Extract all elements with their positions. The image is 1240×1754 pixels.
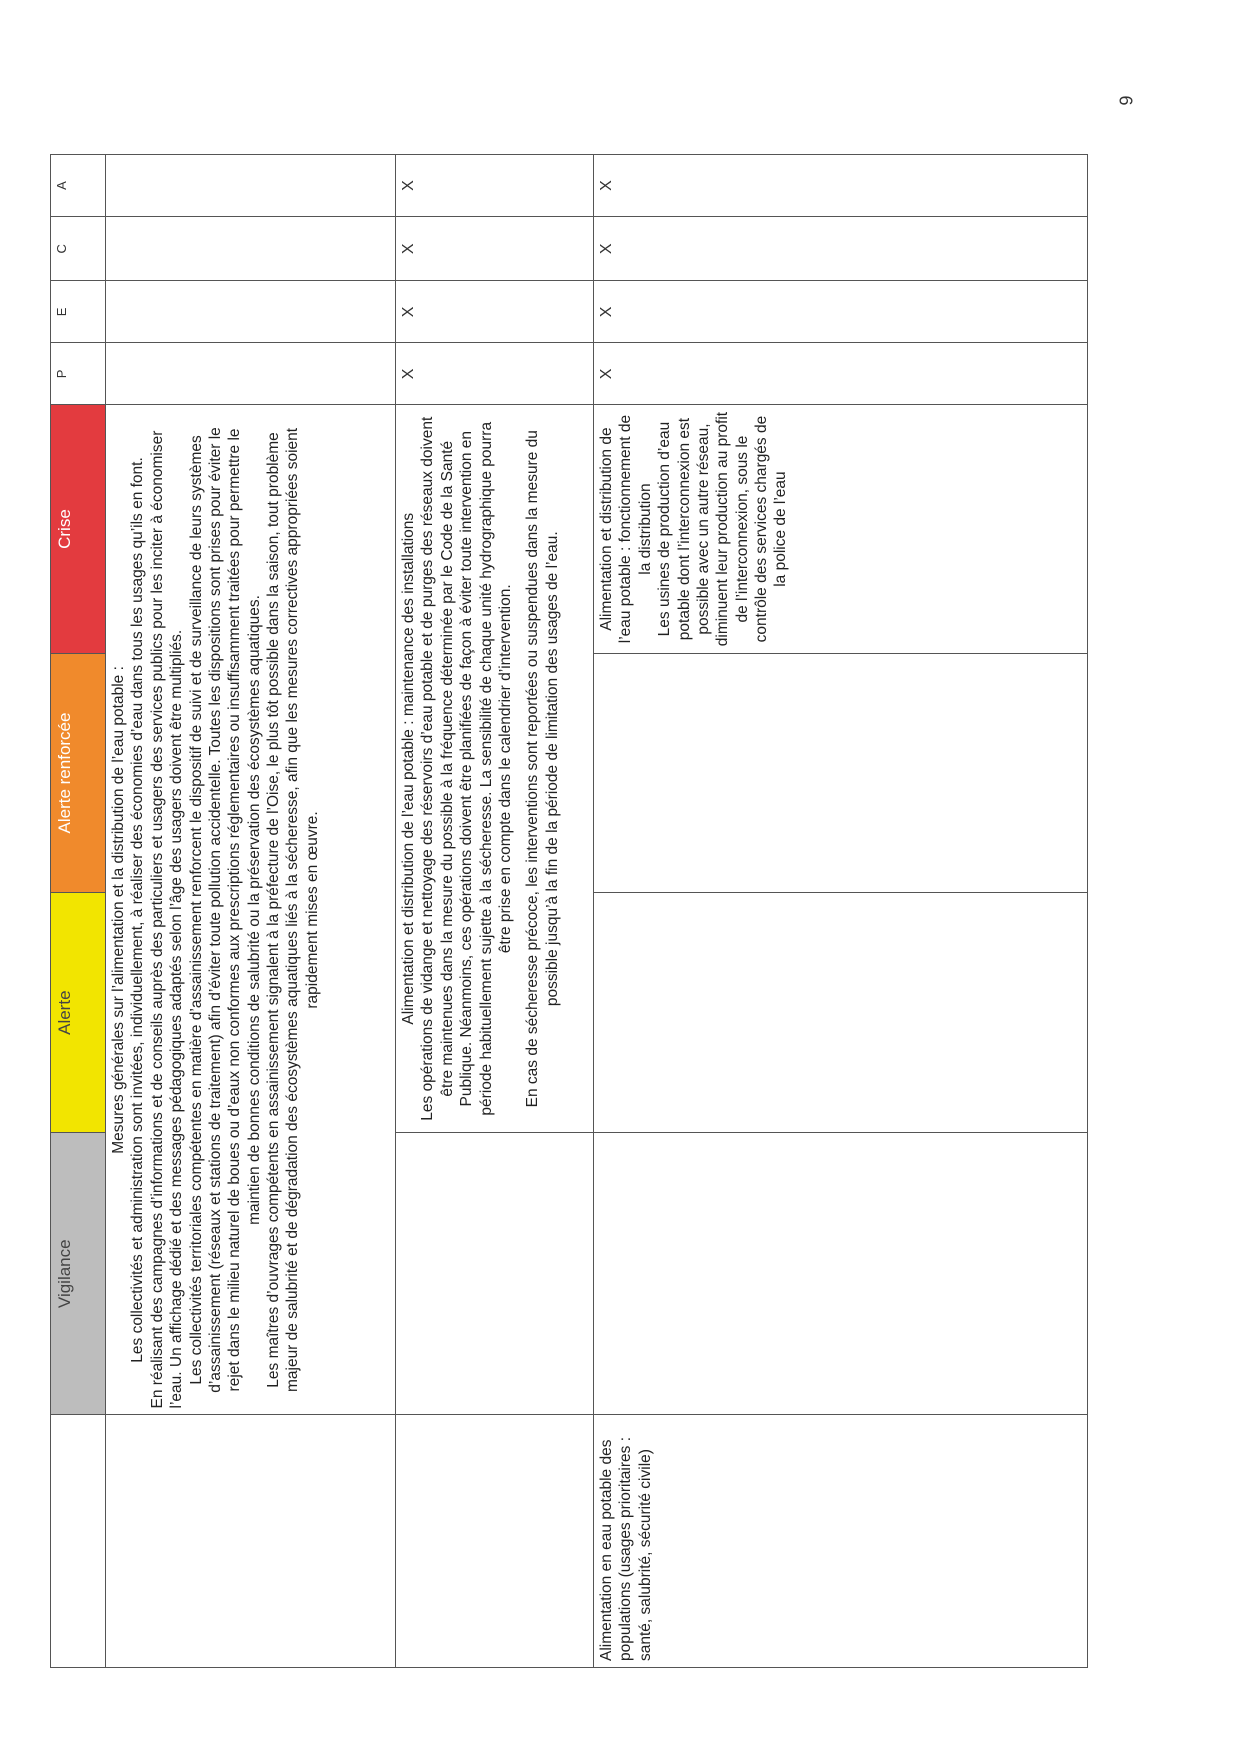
general-p-cell [106, 343, 396, 405]
row1-paragraph-2: En cas de sécheresse précoce, les interventions sont reportées ou suspendues dans la mesure du possible jusqu’à la fin de la période de limitation des usages de l’eau. [524, 430, 561, 1108]
row2-alerte-cell [594, 893, 1088, 1133]
general-paragraph-4: Les maîtres d’ouvrages compétents en assainissement signalent à la préfecture de l’Oise, le plus tôt possible dans la saison, tout problème majeur de salubrité et de dégradation des écosystèmes aquatiques liés à la sécheresse, afin que les mesures correctives appropriées soient rapidement mises en œuvre. [265, 427, 321, 1393]
table-row-alimentation [594, 155, 1088, 1668]
row2-crise-title: Alimentation et distribution de l’eau potable : fonctionnement de la distribution [598, 414, 654, 644]
header-p: P [51, 343, 106, 405]
row2-usage-cell: Alimentation en eau potable des populations (usages prioritaires : santé, salubrité, sécurité civile) [594, 1415, 1088, 1668]
page-number: 6 [1115, 95, 1136, 106]
rotated-table-wrapper [50, 154, 1088, 1668]
row1-p-mark: X [396, 343, 594, 405]
row1-e-mark: X [396, 281, 594, 343]
row2-p-mark: X [594, 343, 1088, 405]
general-usage-cell [106, 1415, 396, 1668]
table-row-general [106, 155, 396, 1668]
general-e-cell [106, 281, 396, 343]
table-row-maintenance [396, 155, 594, 1668]
row1-a-mark: X [396, 155, 594, 217]
header-alerte: Alerte [51, 893, 106, 1133]
row1-c-mark: X [396, 217, 594, 281]
row2-vigilance-cell [594, 1133, 1088, 1415]
header-blank [51, 1415, 106, 1668]
header-e: E [51, 281, 106, 343]
row2-crise-paragraph: Les usines de production d’eau potable dont l’interconnexion est possible avec un autre réseau, diminuent leur production au profit de l’interconnexion, sous le contrôle des services chargés de la police de l’eau [656, 411, 790, 647]
header-vigilance: Vigilance [51, 1133, 106, 1415]
row1-measures-cell [396, 405, 594, 1133]
row2-c-mark: X [594, 217, 1088, 281]
general-paragraph-3: Les collectivités territoriales compétentes en matière d’assainissement renforcent le dispositif de suivi et de surveillance de leurs systèmes d’assainissement (réseaux et stations de traitement) afin d’éviter toute pollution accidentelle. Toutes les dispositions sont prises pour éviter le rejet dans le milieu naturel de boues ou d’eaux non conformes aux prescriptions réglementaires ou insuffisamment traitées pour permettre le maintien de bonnes conditions de salubrité ou la préservation des écosystèmes aquatiques. [187, 427, 263, 1393]
drought-measures-table [50, 154, 1088, 1668]
row1-title: Alimentation et distribution de l’eau potable : maintenance des installations [400, 512, 417, 1025]
row1-usage-cell [396, 1415, 594, 1668]
row2-e-mark: X [594, 281, 1088, 343]
general-paragraph-1: Les collectivités et administration sont invitées, individuellement, à réaliser des économies d’eau dans tous les usages qu’ils en font. [129, 457, 147, 1363]
row2-crise-cell [594, 405, 1088, 653]
row2-a-mark: X [594, 155, 1088, 217]
header-a: A [51, 155, 106, 217]
row1-paragraph-1: Les opérations de vidange et nettoyage des réservoirs d’eau potable et de purges des réseaux doivent être maintenues dans la mesure du possible à la fréquence déterminée par le Code de la Santé Publique. Néanmoins, ces opérations doivent être planifiées de façon à éviter toute intervention en période habituellement sujette à la sécheresse. La sensibilité de chaque unité hydrographique pourra être prise en compte dans le calendrier d’intervention. [419, 416, 514, 1121]
general-paragraph-2: En réalisant des campagnes d’informations et de conseils auprès des particuliers et usagers des services publics pour les inciter à économiser l’eau. Un affichage dédié et des messages pédagogiques adaptés selon l’âge des usagers doivent être multipliés. [148, 430, 186, 1409]
header-alerte-renforcee: Alerte renforcée [51, 653, 106, 893]
general-measures-cell [106, 405, 396, 1415]
general-c-cell [106, 217, 396, 281]
row1-vigilance-cell [396, 1133, 594, 1415]
header-c: C [51, 217, 106, 281]
general-title: Mesures générales sur l’alimentation et la distribution de l’eau potable : [110, 666, 127, 1154]
general-a-cell [106, 155, 396, 217]
row2-alerte-renforcee-cell [594, 653, 1088, 893]
header-crise: Crise [51, 405, 106, 653]
